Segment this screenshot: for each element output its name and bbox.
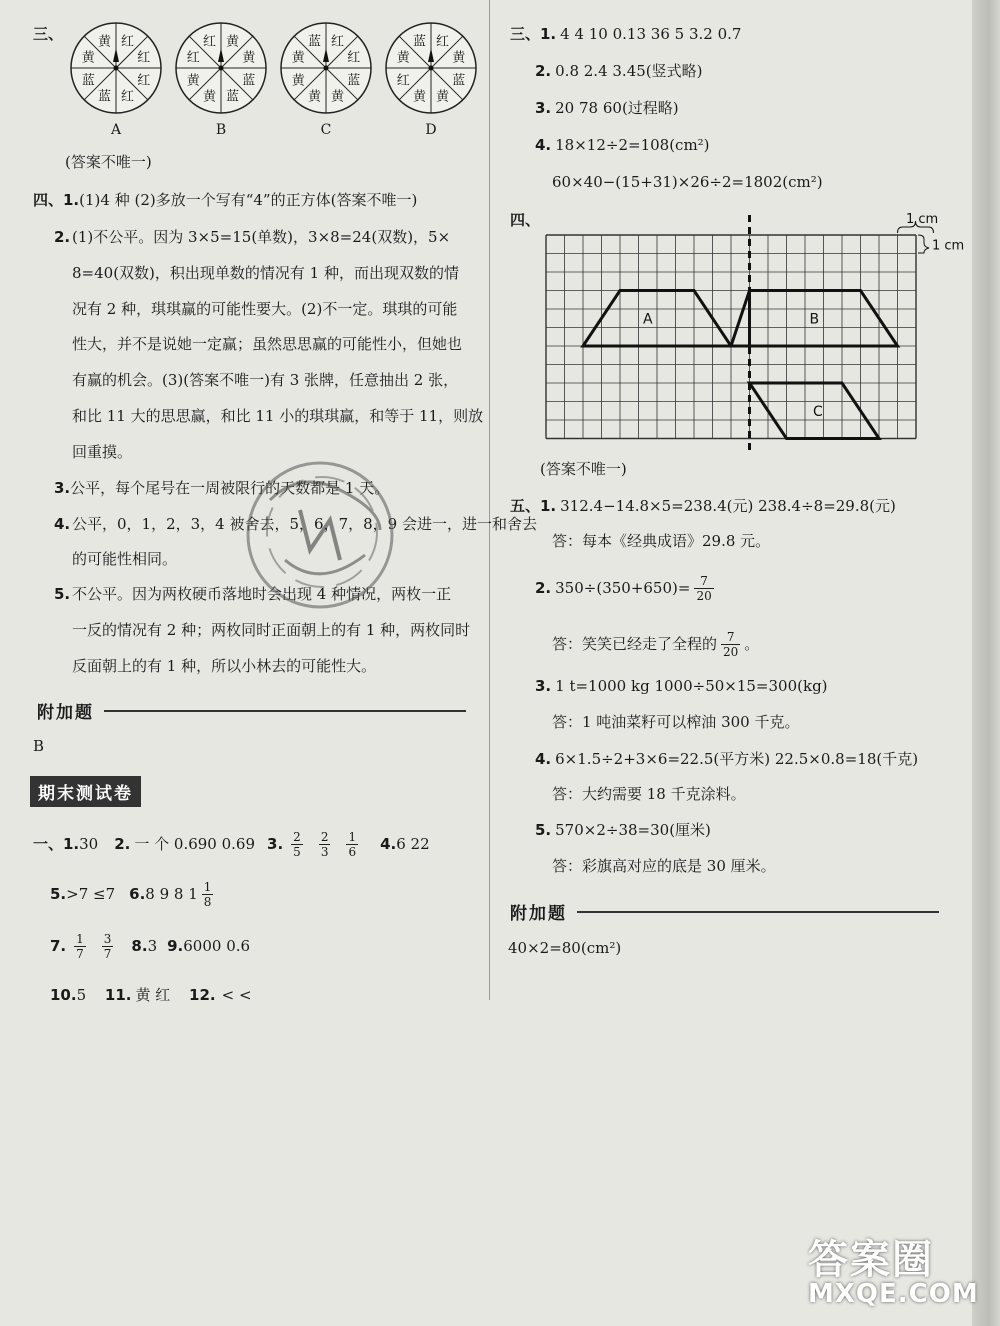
wheel-label: B	[215, 122, 227, 138]
answer: >7 ≤7	[66, 885, 116, 903]
page-edge	[972, 0, 1000, 1326]
sector-label: 黄	[81, 50, 95, 66]
denominator: 7	[76, 946, 84, 961]
sector-label: 黄	[291, 50, 305, 66]
text-line: 况有 2 种，琪琪赢的可能性要大。(2)不一定。琪琪的可能	[72, 299, 458, 318]
sector-label: 红	[330, 34, 344, 50]
spinner-wheel	[278, 20, 374, 138]
r-q5-2-answer	[552, 624, 759, 664]
final-exam-title: 期末测试卷	[30, 776, 141, 807]
sector-label: 红	[435, 34, 449, 50]
q-number: 三、1.	[510, 25, 557, 43]
exam-row-3	[50, 928, 250, 964]
site-watermark	[808, 1228, 979, 1309]
sector-label: 黄	[435, 89, 449, 105]
bonus-title: 附加题	[510, 904, 567, 924]
r-q3-3	[535, 98, 679, 118]
q-number: 2.	[535, 579, 552, 597]
bonus-answer: B	[33, 737, 45, 755]
fraction	[721, 630, 740, 659]
wheel-svg	[278, 20, 374, 116]
r-q5-3	[535, 676, 828, 696]
q-number: 4.	[535, 136, 552, 154]
q-number: 2.	[54, 228, 71, 246]
numerator: 7	[721, 630, 740, 645]
r-q5-4-answer: 答：大约需要 18 千克涂料。	[552, 785, 746, 803]
note-answer-not-unique-2: (答案不唯一)	[540, 460, 627, 478]
spinner-wheel	[68, 20, 164, 138]
fractions	[66, 932, 121, 961]
sector-label: 黄	[308, 89, 322, 105]
r-q5-1	[510, 496, 896, 516]
numerator: 7	[694, 574, 713, 589]
unit-label-top: 1 cm	[906, 212, 939, 227]
grid-svg	[540, 205, 970, 450]
text-line: 和比 11 大的思思赢，和比 11 小的琪琪赢，和等于 11，则放	[72, 407, 484, 425]
sector-label: 红	[137, 73, 151, 89]
q4-1	[33, 190, 417, 210]
sector-label: 黄	[203, 89, 217, 105]
sector-label: 红	[186, 50, 200, 66]
fraction	[694, 574, 713, 603]
r-q5-2	[535, 568, 718, 608]
r-q5-5	[535, 820, 711, 840]
r-q5-5-answer: 答：彩旗高对应的底是 30 厘米。	[552, 857, 776, 875]
q-text: 350÷(350+650)=	[555, 579, 691, 597]
watermark-line-2: MXQE.COM	[808, 1279, 979, 1309]
q-text: 570×2÷38=30(厘米)	[555, 821, 711, 839]
q-text: 18×12÷2=108(cm²)	[555, 136, 710, 154]
sector-label: 蓝	[308, 34, 322, 50]
q-number: 5.	[54, 585, 71, 603]
text-line: 不公平。因为两枚硬币落地时会出现 4 种情况，两枚一正	[72, 585, 452, 603]
answer: 6000 0.6	[183, 937, 251, 955]
q-number: 11.	[104, 986, 132, 1004]
text-line: (1)不公平。因为 3×5=15(单数)，3×8=24(双数)，5×	[72, 228, 451, 246]
sector-label: 黄	[225, 34, 239, 50]
sector-label: 红	[120, 89, 134, 105]
r-q3-4	[535, 135, 710, 155]
answer: 5	[76, 986, 87, 1004]
sector-label: 蓝	[347, 73, 361, 89]
shape-label: B	[809, 311, 820, 328]
sector-label: 蓝	[225, 89, 239, 105]
wheel-label: C	[320, 122, 332, 138]
q-text: 312.4−14.8×5=238.4(元) 238.4÷8=29.8(元)	[560, 497, 896, 515]
exam-row-1	[33, 826, 430, 862]
numerator: 1	[348, 829, 357, 844]
text-line: 性大，并不是说她一定赢；虽然思思赢的可能性小，但她也	[72, 335, 463, 354]
q-number: 2.	[114, 835, 131, 853]
text-line: 8=40(双数)，积出现单数的情况有 1 种，而出现双数的情	[72, 263, 459, 282]
period: 。	[744, 635, 760, 653]
sector-label: 红	[347, 50, 361, 66]
wheel-svg	[68, 20, 164, 116]
numerator: 2	[320, 829, 329, 844]
answer: 8 9 8 1	[145, 885, 198, 903]
r-q5-4	[535, 749, 918, 769]
text-line: 的可能性相同。	[72, 550, 178, 568]
sector-label: 黄	[413, 89, 427, 105]
q-number: 7.	[50, 937, 67, 955]
wheel-svg	[383, 20, 479, 116]
column-divider	[489, 0, 490, 1000]
answer: 30	[79, 835, 99, 853]
denominator: 5	[293, 844, 301, 859]
q-number: 10.	[50, 986, 77, 1004]
sector-label: 蓝	[98, 89, 112, 105]
grid-figure	[540, 205, 970, 454]
fraction	[74, 932, 86, 961]
sector-label: 红	[203, 34, 217, 50]
watermark-line-1: 答案圈	[808, 1237, 934, 1283]
q-number: 3.	[535, 677, 552, 695]
sector-label: 红	[120, 34, 134, 50]
q-number: 一、1.	[33, 835, 80, 853]
shape-label: A	[642, 311, 653, 328]
header-rule	[104, 710, 466, 712]
sector-label: 黄	[291, 73, 305, 89]
q-text: 20 78 60(过程略)	[555, 99, 679, 117]
r-q3-4-line2: 60×40−(15+31)×26÷2=1802(cm²)	[552, 173, 823, 191]
q-number: 2.	[535, 62, 552, 80]
answer: < <	[221, 986, 252, 1004]
answer: 3	[147, 937, 158, 955]
q-text: 公平，每个尾号在一周被限行的天数都是 1 天。	[70, 479, 390, 497]
sector-label: 黄	[242, 50, 256, 66]
spinner-wheel	[173, 20, 269, 138]
header-rule	[577, 911, 939, 913]
bonus-title: 附加题	[37, 703, 94, 723]
numerator: 1	[76, 931, 84, 946]
sector-label: 红	[396, 73, 410, 89]
q-number: 5.	[50, 885, 67, 903]
grid-shape	[731, 291, 750, 347]
denominator: 3	[320, 844, 329, 859]
answer: 黄 红	[135, 986, 171, 1004]
bonus-answer-right: 40×2=80(cm²)	[508, 939, 622, 957]
sector-label: 黄	[186, 73, 200, 89]
q-number: 8.	[131, 937, 148, 955]
q-number: 3.	[54, 479, 71, 497]
sector-label: 黄	[452, 50, 466, 66]
bonus-header-right	[506, 898, 939, 925]
shape-label: C	[813, 403, 823, 420]
r-q5-1-answer: 答：每本《经典成语》29.8 元。	[552, 532, 771, 550]
exam-row-4	[50, 985, 252, 1005]
r-q3-2	[535, 61, 703, 81]
denominator: 20	[696, 588, 712, 603]
denominator: 20	[723, 644, 739, 659]
q-text: 6×1.5÷2+3×6=22.5(平方米) 22.5×0.8=18(千克)	[555, 750, 919, 768]
sector-label: 黄	[330, 89, 344, 105]
text-line: 公平，0，1，2，3，4 被舍去，5，6，7，8，9 会进一，进一和舍去	[72, 515, 537, 533]
r-q5-3-answer: 答：1 吨油菜籽可以榨油 300 千克。	[552, 713, 800, 731]
denominator: 8	[203, 894, 212, 909]
unit-label-right: 1 cm	[932, 238, 965, 254]
sector-label: 蓝	[242, 73, 256, 89]
sector-label: 蓝	[452, 73, 466, 89]
q-number: 四、1.	[33, 191, 80, 209]
q-text: 0.8 2.4 3.45(竖式略)	[555, 62, 703, 80]
q-number: 4.	[54, 515, 71, 533]
section-3-label: 三、	[33, 25, 64, 43]
q-number: 9.	[167, 937, 184, 955]
sector-label: 黄	[396, 50, 410, 66]
text-line: 反面朝上的有 1 种，所以小林去的可能性大。	[72, 657, 377, 675]
q-number: 3.	[535, 99, 552, 117]
section-4-label: 四、	[510, 211, 541, 229]
text-line: 一反的情况有 2 种；两枚同时正面朝上的有 1 种，两枚同时	[72, 621, 471, 639]
answer: 6 22	[396, 835, 430, 853]
fraction	[202, 880, 214, 909]
sector-label: 蓝	[413, 34, 427, 50]
numerator: 3	[103, 931, 112, 946]
q-text: (1)4 种 (2)多放一个写有“4”的正方体(答案不唯一)	[79, 191, 418, 209]
q-text: 4 4 10 0.13 36 5 3.2 0.7	[560, 25, 742, 43]
wheel-label: A	[110, 122, 122, 138]
q-number: 3.	[267, 835, 284, 853]
exam-row-2	[50, 876, 217, 912]
fraction	[346, 830, 358, 859]
q-number: 4.	[535, 750, 552, 768]
fraction	[291, 830, 303, 859]
sector-label: 黄	[98, 34, 112, 50]
q-number: 5.	[535, 821, 552, 839]
q-number: 12.	[189, 986, 216, 1004]
q-number: 五、1.	[510, 497, 557, 515]
sector-label: 红	[137, 50, 151, 66]
numerator: 1	[203, 879, 212, 894]
bonus-header-left	[33, 697, 466, 724]
spinner-wheel	[383, 20, 479, 138]
wheel-svg	[173, 20, 269, 116]
numerator: 2	[293, 829, 301, 844]
fraction	[102, 932, 114, 961]
r-q3-1	[510, 24, 741, 44]
text-line: 回重摸。	[72, 442, 133, 461]
handwritten-stamp	[230, 440, 410, 620]
answer-text: 答：笑笑已经走了全程的	[552, 635, 718, 653]
denominator: 7	[103, 946, 112, 961]
note-answer-not-unique: (答案不唯一)	[65, 153, 152, 171]
denominator: 6	[348, 844, 357, 859]
answer: 一 个 0.690 0.69	[134, 835, 256, 853]
fraction	[319, 830, 331, 859]
q-number: 4.	[380, 835, 397, 853]
sector-label: 蓝	[81, 73, 95, 89]
wheel-label: D	[425, 122, 437, 138]
q-number: 6.	[129, 885, 146, 903]
fractions	[283, 830, 366, 859]
q-text: 1 t=1000 kg 1000÷50×15=300(kg)	[555, 677, 828, 695]
text-line: 有赢的机会。(3)(答案不唯一)有 3 张牌，任意抽出 2 张，	[72, 371, 459, 390]
